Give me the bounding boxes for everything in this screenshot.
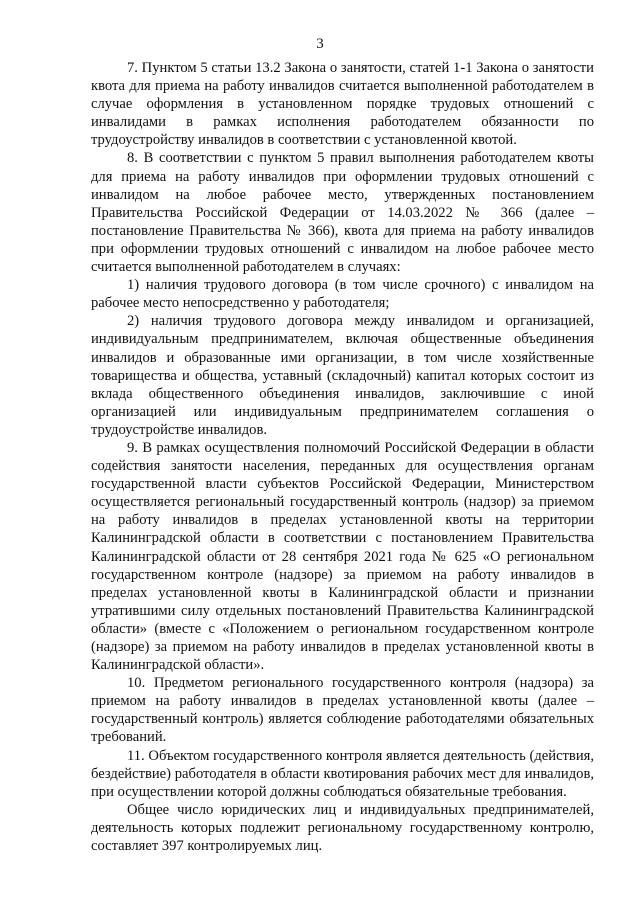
page-number: 3 [316,36,324,52]
paragraph-11: 11. Объектом государственного контроля является деятельность (действия, бездействие) работодателя в области квотирования рабочих мест для инвалидов, при осуществлении которой должны соблюдаться обязательные требования. [91,747,594,800]
paragraph-8-item-1: 1) наличия трудового договора (в том числе срочного) с инвалидом на рабочее место непосредственно у работодателя; [91,277,594,312]
paragraph-8: 8. В соответствии с пунктом 5 правил выполнения работодателем квоты для приема на работу инвалидов при оформлении трудовых отношений с инвалидом на любое рабочее место, утвержденных постановлением Правительства Российской Федерации от 14.03.2022 № 366 (далее – постановление Правительства № 366), квота для приема на работу инвалидов при оформлении трудовых отношений с инвалидом на любое рабочее место считается выполненной работодателем в случаях: [91,150,594,276]
paragraph-9: 9. В рамках осуществления полномочий Российской Федерации в области содействия занятости населения, переданных для осуществления органам государственной власти субъектов Российской Федерации, Министерством осуществляется региональный государственный контроль (надзор) за приемом на работу инвалидов в пределах установленной квоты на территории Калининградской области в соответствии с постановлением Правительства Калининградской области от 28 сентября 2021 года № 625 «О региональном государственном контроле (надзоре) за приемом на работу инвалидов в пределах установленной квоты в Калининградской области и признании утратившими силу отдельных постановлений Правительства Калининградской области» (вместе с «Положением о региональном государственном контроле (надзоре) за приемом на работу инвалидов в пределах установленной квоты в Калининградской области». [91,439,594,674]
paragraph-summary: Общее число юридических лиц и индивидуальных предпринимателей, деятельность которых подлежит региональному государственному контролю, составляет 397 контролируемых лиц. [91,801,594,855]
paragraph-7: 7. Пунктом 5 статьи 13.2 Закона о занятости, статей 1-1 Закона о занятости квота для приема на работу инвалидов считается выполненной работодателем в случае оформления в установленном порядке трудовых отношений с инвалидами в рамках исполнения работодателем обязанности по трудоустройству инвалидов в соответствии с установленной квотой. [91,60,594,149]
paragraph-10: 10. Предметом регионального государственного контроля (надзора) за приемом на работу инвалидов в пределах установленной квоты (далее – государственный контроль) является соблюдение работодателями обязательных требований. [91,675,594,746]
document-body [91,59,594,855]
paragraph-8-item-2: 2) наличия трудового договора между инвалидом и организацией, индивидуальным предпринимателем, включая общественные объединения инвалидов и образованные ими организации, в том числе хозяйственные товарищества и общества, уставный (складочный) капитал которых состоит из вклада общественного объединения инвалидов, заключившие с иной организацией или индивидуальным предпринимателем соглашения о трудоустройстве инвалидов. [91,313,594,438]
